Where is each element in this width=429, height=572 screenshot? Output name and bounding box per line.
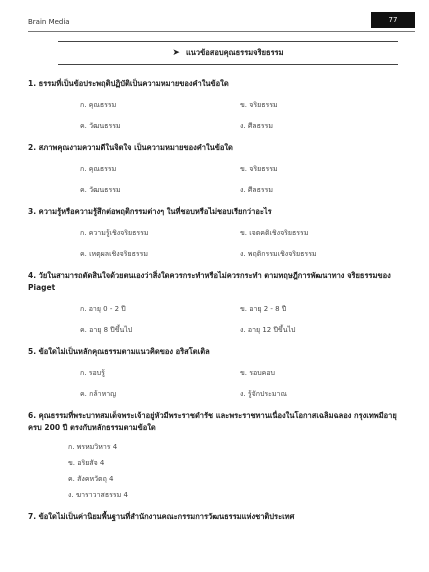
option[interactable]: ก. ความรู้เชิงจริยธรรม [80,229,149,237]
option[interactable]: ข. จริยธรรม [240,165,278,173]
option[interactable]: ค. สังคหวัตถุ 4 [68,475,114,483]
option[interactable]: ง. ศีลธรรม [240,186,274,194]
option[interactable]: ค. เหตุผลเชิงจริยธรรม [80,250,149,258]
question-1: 1. ธรรมที่เป็นข้อประพฤติปฏิบัติเป็นความหมายของคำในข้อใด [28,79,229,88]
options-3 [80,228,408,260]
question-7: 7. ข้อใดไม่เป็นค่านิยมพื้นฐานที่สำนักงานคณะกรรมการวัฒนธรรมแห่งชาติประเทศ [28,512,295,521]
option[interactable]: ค. วัฒนธรรม [80,122,121,130]
option[interactable]: ง. ฆาราวาสธรรม 4 [68,491,128,499]
option[interactable]: ก. อายุ 0 - 2 ปี [80,305,126,313]
option[interactable]: ก. รอบรู้ [80,369,105,377]
option[interactable]: ค. วัฒนธรรม [80,186,121,194]
page-header [0,0,429,40]
option[interactable]: ง. อายุ 12 ปีขึ้นไป [240,326,296,334]
section-title: แนวข้อสอบคุณธรรมจริยธรรม [185,48,284,57]
options-4 [80,304,408,336]
option[interactable]: ก. พรหมวิหาร 4 [68,443,118,451]
option[interactable]: ค. กล้าหาญ [80,390,117,398]
option[interactable]: ข. เจตคติเชิงจริยธรรม [240,229,309,237]
option[interactable]: ข. อริยสัจ 4 [68,459,105,467]
arrow-icon: ➤ [172,48,180,58]
question-2: 2. สภาพคุณงามความดีในจิตใจ เป็นความหมายของคำในข้อใด [28,143,233,152]
option[interactable]: ก. คุณธรรม [80,101,117,109]
option[interactable]: ง. ศีลธรรม [240,122,274,130]
options-5 [80,368,408,400]
option[interactable]: ก. คุณธรรม [80,165,117,173]
question-list [28,78,408,523]
question-3: 3. ความรู้หรือความรู้สึกต่อพฤติกรรมต่างๆ ในที่ชอบหรือไม่ชอบเรียกว่าอะไร [28,207,272,216]
option[interactable]: ง. พฤติกรรมเชิงจริยธรรม [240,250,317,258]
brand-name: Brain Media [28,18,70,26]
section-title-bar [58,41,398,65]
option[interactable]: ค. อายุ 8 ปีขึ้นไป [80,326,133,334]
option[interactable]: ง. รู้จักประมาณ [240,390,287,398]
options-2 [80,164,408,196]
option[interactable]: ข. จริยธรรม [240,101,278,109]
options-6 [68,442,408,501]
option[interactable]: ข. รอบคอบ [240,369,275,377]
question-5: 5. ข้อใดไม่เป็นหลักคุณธรรมตามแนวคิดของ อริสโตเติล [28,347,210,356]
header-divider [28,31,415,32]
options-1 [80,100,408,132]
question-4: 4. วัยในสามารถตัดสินใจด้วยตนเองว่าสิ่งใดควรกระทำหรือไม่ควรกระทำ ตามทฤษฎีการพัฒนาทาง จริยธรรมของ Piaget [28,271,391,292]
page-number: 77 [371,12,415,28]
option[interactable]: ข. อายุ 2 - 8 ปี [240,305,287,313]
question-6: 6. คุณธรรมที่พระบาทสมเด็จพระเจ้าอยู่หัวมีพระราชดำรัช และพระราชทานเนื่องในโอกาสเฉลิมฉลอง กรุงเทพมีอายุครบ 200 ปี ตรงกับหลักธรรมตามข้อใด [28,411,397,432]
